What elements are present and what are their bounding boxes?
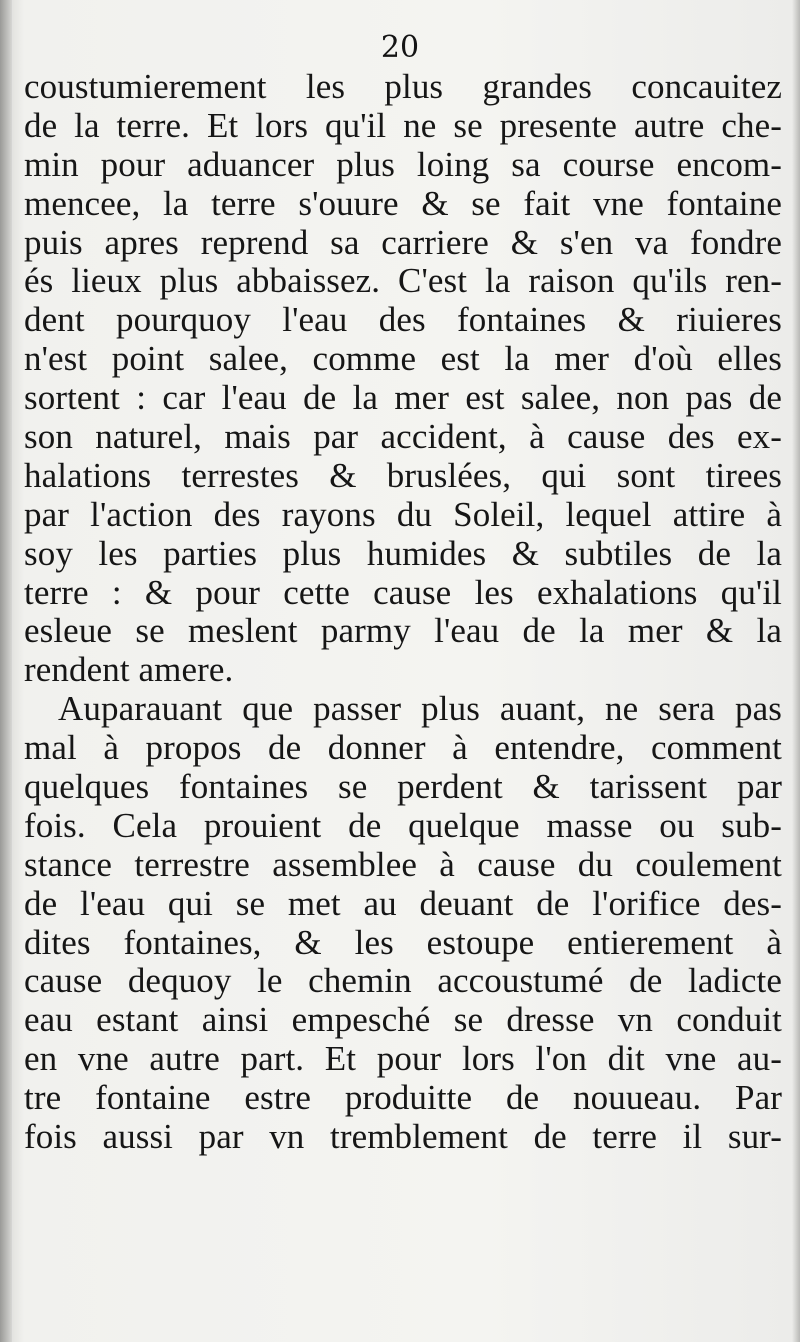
text-line: dites fontaines, & les estoupe entierement à (24, 922, 782, 962)
text-line: fois. Cela prouient de quelque masse ou sub- (24, 805, 782, 845)
paragraph-start-line: Auparauant que passer plus auant, ne sera pas (58, 689, 782, 729)
text-line: min pour aduancer plus loing sa course encom- (24, 144, 782, 184)
text-line: de l'eau qui se met au deuant de l'orifice des- (24, 883, 782, 923)
text-line: par l'action des rayons du Soleil, lequel attire à (24, 494, 782, 534)
page-number: 20 (380, 30, 420, 65)
text-line: fois aussi par vn tremblement de terre il sur- (24, 1117, 782, 1157)
text-line: cause dequoy le chemin accoustumé de ladicte (24, 961, 782, 1001)
text-line: tre fontaine estre produitte de nouueau. Par (24, 1078, 782, 1118)
text-line: son naturel, mais par accident, à cause des ex- (24, 417, 782, 457)
text-line: quelques fontaines se perdent & tarissent par (24, 767, 782, 807)
text-line: dent pourquoy l'eau des fontaines & riuieres (24, 300, 782, 340)
text-line: puis apres reprend sa carriere & s'en va fondre (24, 222, 782, 262)
text-line: mencee, la terre s'ouure & se fait vne fontaine (24, 183, 782, 223)
text-line: de la terre. Et lors qu'il ne se presente autre che- (24, 105, 782, 145)
text-line: n'est point salee, comme est la mer d'où elles (24, 339, 782, 379)
text-line: eau estant ainsi empesché se dresse vn conduit (24, 1000, 782, 1040)
text-line: terre : & pour cette cause les exhalations qu'il (24, 572, 782, 612)
text-line: soy les parties plus humides & subtiles de la (24, 533, 782, 573)
text-line: coustumierement les plus grandes concauitez (24, 67, 782, 106)
text-line: stance terrestre assemblee à cause du coulement (24, 844, 782, 884)
body-text (24, 68, 782, 1157)
page-edge (792, 0, 800, 1342)
binding-shadow (0, 0, 12, 1342)
text-line: és lieux plus abbaissez. C'est la raison qu'ils ren- (24, 261, 782, 301)
text-line: mal à propos de donner à entendre, comment (24, 728, 782, 768)
text-line: sortent : car l'eau de la mer est salee, non pas de (24, 378, 782, 418)
text-line: halations terrestes & bruslées, qui sont tirees (24, 455, 782, 495)
text-line: esleue se meslent parmy l'eau de la mer & la (24, 611, 782, 651)
paragraph-end-line: rendent amere. (24, 650, 234, 690)
text-line: en vne autre part. Et pour lors l'on dit vne au- (24, 1039, 782, 1079)
